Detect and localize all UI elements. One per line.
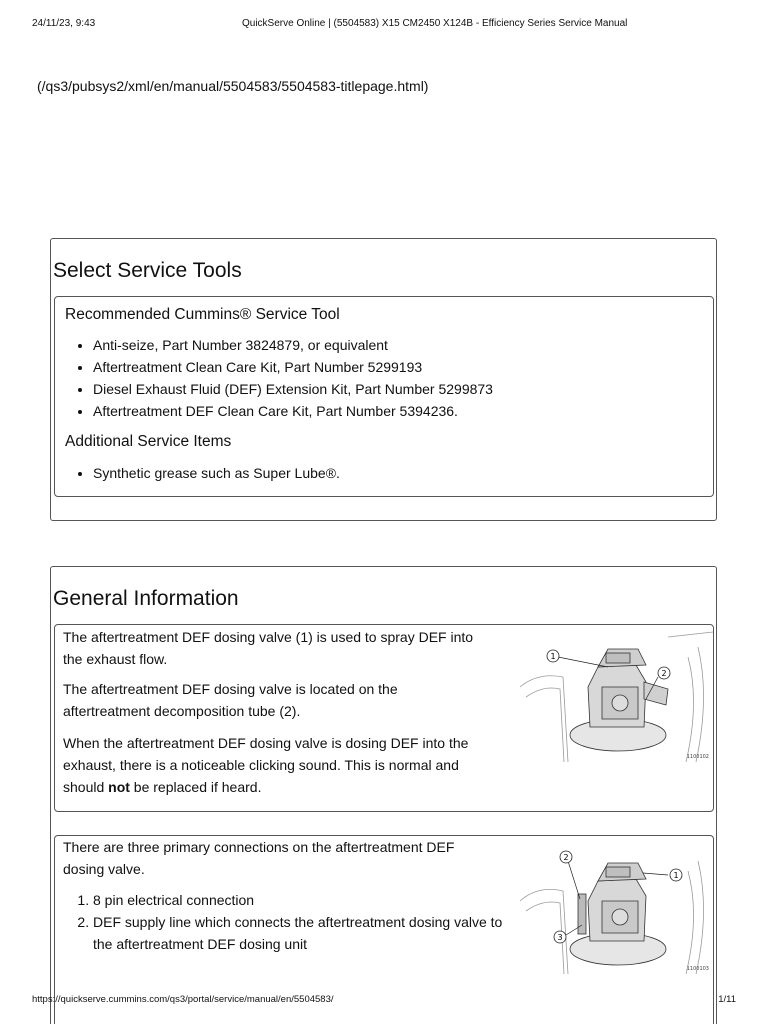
service-tools-box: [54, 296, 714, 497]
manual-path-link[interactable]: (/qs3/pubsys2/xml/en/manual/5504583/5504583-titlepage.html): [37, 78, 429, 94]
service-tools-section: [50, 238, 717, 521]
general-information-section: [50, 566, 717, 1024]
recommended-tools-list: [65, 334, 493, 422]
section-title-general-information: General Information: [53, 587, 239, 610]
paragraph-text: When the aftertreatment DEF dosing valve is dosing DEF into the exhaust, there is a noticeable clicking sound. This is normal and should: [63, 735, 469, 795]
callout-1: 1: [550, 652, 556, 661]
callout-2: 2: [563, 853, 569, 862]
section-title-service-tools: Select Service Tools: [53, 259, 242, 282]
additional-items-list: [65, 462, 340, 484]
dosing-valve-connections-illustration: [518, 839, 713, 974]
dosing-valve-connections-figure: [518, 839, 713, 974]
paragraph: The aftertreatment DEF dosing valve is located on the aftertreatment decomposition tube (2).: [63, 681, 398, 719]
print-title: QuickServe Online | (5504583) X15 CM2450 X124B - Efficiency Series Service Manual: [242, 18, 628, 29]
print-footer: [32, 994, 736, 1008]
paragraph: The aftertreatment DEF dosing valve (1) is used to spray DEF into the exhaust flow.: [63, 629, 474, 667]
print-header: [32, 18, 736, 32]
print-url: https://quickserve.cummins.com/qs3/portal/service/manual/en/5504583/: [32, 994, 334, 1005]
list-item: 1. 8 pin electrical connection: [93, 889, 503, 911]
paragraph: There are three primary connections on the aftertreatment DEF dosing valve.: [63, 839, 455, 877]
paragraph: [63, 732, 493, 798]
list-item: • Aftertreatment Clean Care Kit, Part Number 5299193: [93, 356, 493, 378]
page-number: 1/11: [718, 994, 736, 1005]
dosing-valve-figure: [518, 627, 713, 762]
callout-3: 3: [557, 933, 563, 942]
callout-2: 2: [661, 669, 667, 678]
dosing-valve-illustration: [518, 627, 713, 762]
callout-1: 1: [673, 871, 679, 880]
list-item: • Synthetic grease such as Super Lube®.: [93, 462, 340, 484]
list-item: • Diesel Exhaust Fluid (DEF) Extension Kit, Part Number 5299873: [93, 378, 493, 400]
list-item: • Anti-seize, Part Number 3824879, or equivalent: [93, 334, 493, 356]
figure-id: 1100103: [686, 966, 709, 972]
list-item: 2. DEF supply line which connects the aftertreatment dosing valve to the aftertreatment DEF dosing unit: [93, 911, 503, 955]
figure-id: 1100102: [686, 754, 709, 760]
recommended-tools-heading: Recommended Cummins® Service Tool: [65, 306, 340, 323]
connections-list: [65, 889, 503, 955]
info-block-dosing-valve: [54, 624, 714, 812]
additional-items-heading: Additional Service Items: [65, 433, 232, 450]
list-item: • Aftertreatment DEF Clean Care Kit, Part Number 5394236.: [93, 400, 493, 422]
emphasis-text: not: [108, 779, 130, 795]
paragraph-text: be replaced if heard.: [129, 779, 262, 795]
print-date: 24/11/23, 9:43: [32, 18, 96, 29]
